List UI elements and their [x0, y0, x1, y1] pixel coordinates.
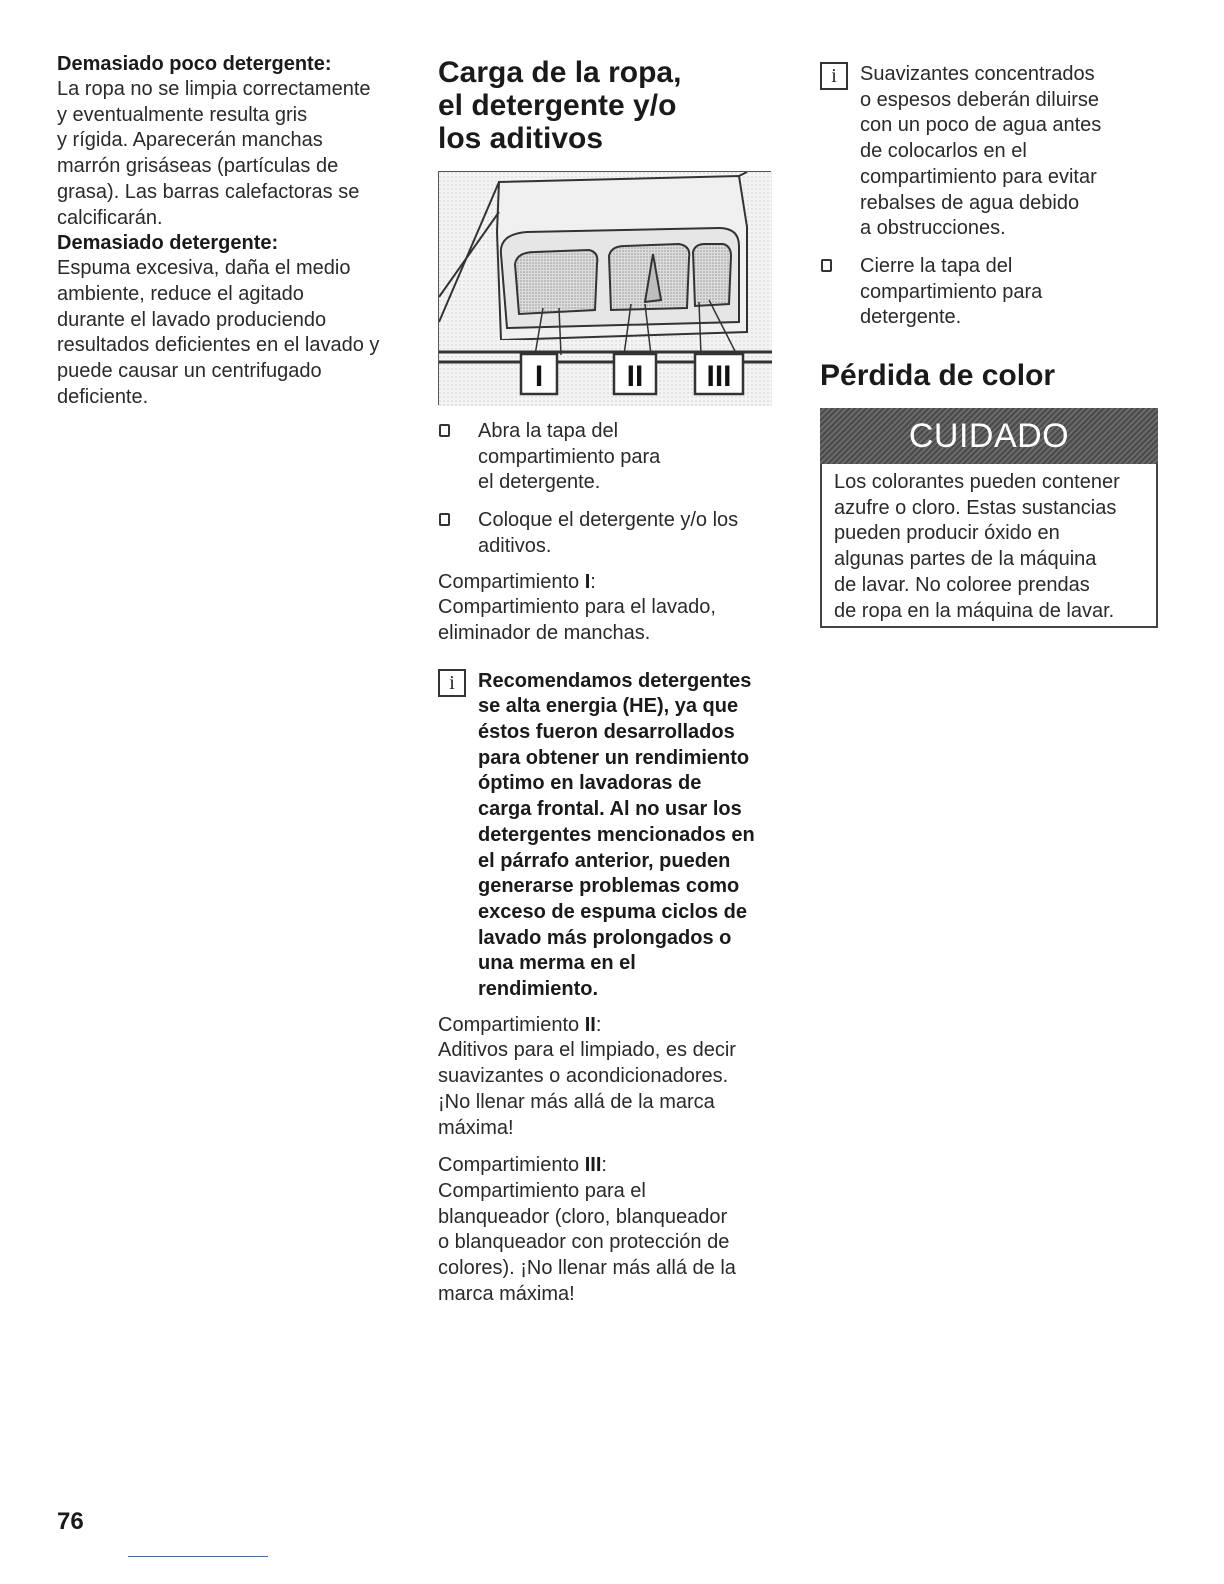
- text-line: pueden producir óxido en: [834, 522, 1060, 545]
- compartment-1: [515, 250, 597, 314]
- column-right: [820, 62, 1165, 628]
- step-open-drawer: [438, 419, 783, 496]
- figure-label-2: II: [626, 360, 644, 393]
- text-line: de lavar. No coloree prendas: [834, 573, 1090, 596]
- text-line: máxima!: [438, 1116, 514, 1139]
- text-line: compartimiento para evitar: [860, 165, 1097, 188]
- text-line: compartimiento para: [860, 280, 1043, 303]
- text-line: y eventualmente resulta gris: [57, 103, 308, 126]
- text-line: ambiente, reduce el agitado: [57, 282, 304, 305]
- text-line: Aditivos para el limpiado, es decir: [438, 1039, 736, 1062]
- text-line: exceso de espuma ciclos de: [478, 900, 748, 923]
- text-line: deficiente.: [57, 385, 149, 408]
- info-note-softeners: [820, 62, 1165, 242]
- text-line: o espesos deberán diluirse: [860, 88, 1100, 111]
- text-line: grasa). Las barras calefactoras se: [57, 180, 360, 203]
- compartment-number: III: [584, 1154, 602, 1177]
- detergent-drawer-figure: [438, 171, 771, 405]
- figure-label-1: I: [534, 360, 544, 393]
- text-line: Los colorantes pueden contener: [834, 471, 1120, 494]
- text-line: durante el lavado produciendo: [57, 308, 327, 331]
- section-title: [438, 56, 783, 155]
- text-line: rendimiento.: [478, 978, 599, 1001]
- text-line: marrón grisáseas (partículas de: [57, 155, 339, 178]
- step-add-detergent: [438, 508, 783, 559]
- text-line: compartimiento para: [478, 445, 661, 468]
- text-line: La ropa no se limpia correctamente: [57, 78, 371, 100]
- text-line: generarse problemas como: [478, 875, 740, 898]
- compartment-1-description: [438, 570, 783, 647]
- drawer-illustration: [439, 172, 772, 406]
- checkbox-bullet-icon: [439, 424, 450, 437]
- checkbox-bullet-icon: [821, 259, 832, 272]
- compartment-number: II: [584, 1013, 596, 1036]
- text-line: el párrafo anterior, pueden: [478, 849, 731, 872]
- too-little-detergent-heading: Demasiado poco detergente:: [57, 53, 332, 75]
- text-line: el detergente.: [478, 471, 601, 494]
- text-line: colores). ¡No llenar más allá de la: [438, 1257, 736, 1280]
- text-line: puede causar un centrifugado: [57, 360, 322, 383]
- checkbox-bullet-icon: [439, 513, 450, 526]
- text-line: marca máxima!: [438, 1282, 575, 1305]
- caution-title: CUIDADO: [820, 408, 1158, 464]
- text-line: detergente.: [860, 306, 962, 329]
- text-line: resultados deficientes en el lavado y: [57, 334, 380, 357]
- text-line: y rígida. Aparecerán manchas: [57, 129, 323, 152]
- compartment-number: I: [584, 570, 591, 593]
- text-line: con un poco de agua antes: [860, 114, 1102, 137]
- text-line: Recomendamos detergentes: [478, 669, 752, 692]
- text-line: para obtener un rendimiento: [478, 746, 750, 769]
- text-line: Compartimiento para el: [438, 1179, 646, 1202]
- caution-box: [820, 408, 1165, 628]
- compartment-label: Compartimiento: [438, 1154, 585, 1177]
- text-line: o blanqueador con protección de: [438, 1231, 730, 1254]
- text-line: azufre o cloro. Estas sustancias: [834, 496, 1117, 519]
- text-line: Abra la tapa del: [478, 420, 619, 442]
- caution-body: [820, 464, 1158, 628]
- compartment-2-heading: Compartimiento II:: [438, 1013, 602, 1036]
- text-line: blanqueador (cloro, blanqueador: [438, 1205, 728, 1228]
- info-note-he-detergents: [438, 669, 783, 1003]
- text-line: ¡No llenar más allá de la marca: [438, 1090, 715, 1113]
- info-icon: i: [820, 62, 848, 90]
- compartment-3: [693, 244, 731, 306]
- text-line: Suavizantes concentrados: [860, 63, 1095, 85]
- column-left: [57, 52, 402, 410]
- text-line: eliminador de manchas.: [438, 621, 651, 644]
- text-line: éstos fueron desarrollados: [478, 721, 735, 744]
- column-middle: [438, 56, 783, 1308]
- info-icon: i: [438, 669, 466, 697]
- text-line: suavizantes o acondicionadores.: [438, 1065, 729, 1088]
- compartment-1-heading: Compartimiento I:: [438, 570, 596, 593]
- text-line: calcificarán.: [57, 206, 163, 229]
- text-line: Coloque el detergente y/o los: [478, 509, 739, 532]
- text-line: se alta energia (HE), ya que: [478, 695, 739, 718]
- title-line: el detergente y/o: [438, 89, 677, 122]
- title-line: los aditivos: [438, 122, 604, 155]
- too-little-detergent-text: [57, 77, 402, 231]
- text-line: a obstrucciones.: [860, 217, 1006, 240]
- too-much-detergent-text: [57, 256, 402, 410]
- page-number: 76: [57, 1508, 84, 1535]
- text-line: carga frontal. Al no usar los: [478, 798, 742, 821]
- text-line: rebalses de agua debido: [860, 191, 1080, 214]
- compartment-label: Compartimiento: [438, 570, 585, 593]
- text-line: de colocarlos en el: [860, 140, 1027, 163]
- title-line: Carga de la ropa,: [438, 56, 682, 89]
- color-loss-heading: Pérdida de color: [820, 359, 1056, 393]
- compartment-label: Compartimiento: [438, 1013, 585, 1036]
- footer-rule: [128, 1556, 268, 1557]
- text-line: una merma en el: [478, 952, 636, 975]
- text-line: lavado más prolongados o: [478, 926, 732, 949]
- text-line: de ropa en la máquina de lavar.: [834, 599, 1115, 622]
- text-line: algunas partes de la máquina: [834, 548, 1097, 571]
- text-line: Espuma excesiva, daña el medio: [57, 257, 351, 280]
- step-close-drawer: [820, 254, 1165, 331]
- text-line: óptimo en lavadoras de: [478, 772, 702, 795]
- compartment-3-description: [438, 1153, 783, 1307]
- figure-label-3: III: [706, 360, 732, 393]
- text-line: Cierre la tapa del: [860, 254, 1013, 277]
- compartment-3-heading: Compartimiento III:: [438, 1154, 607, 1177]
- text-line: detergentes mencionados en: [478, 823, 755, 846]
- too-much-detergent-heading: Demasiado detergente:: [57, 232, 279, 255]
- text-line: Compartimiento para el lavado,: [438, 596, 716, 619]
- text-line: aditivos.: [478, 534, 552, 557]
- compartment-2-description: [438, 1013, 783, 1142]
